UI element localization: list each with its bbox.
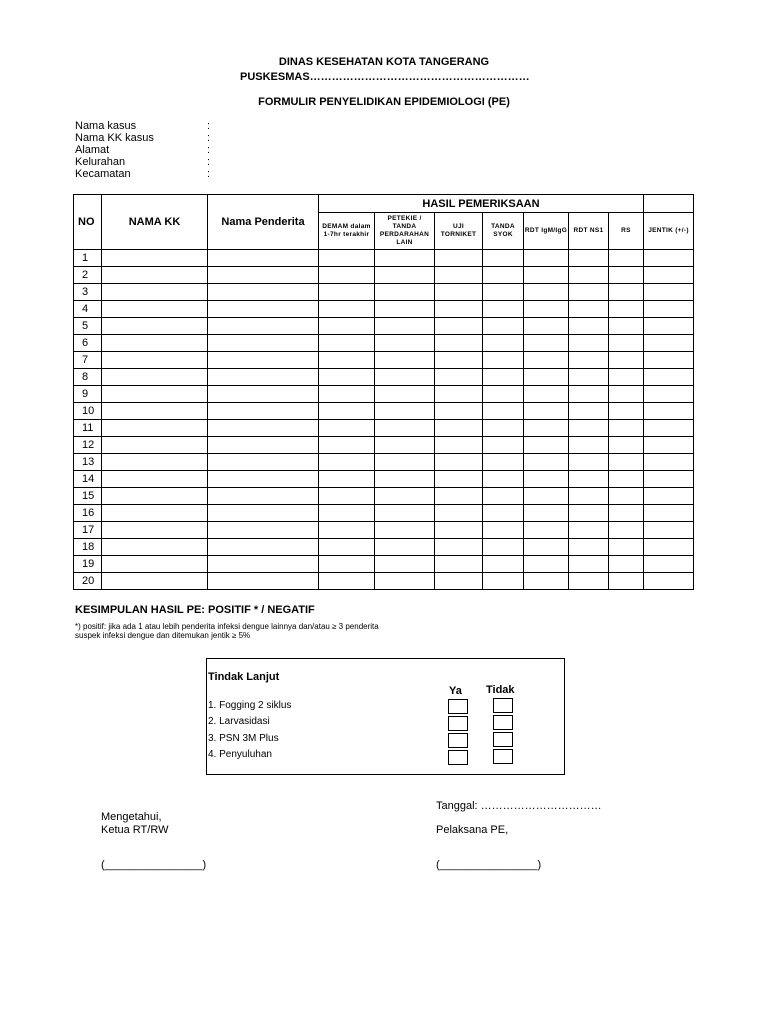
col-header-uji-torniket: UJI TORNIKET <box>435 213 483 250</box>
table-cell[interactable] <box>644 369 694 386</box>
table-cell[interactable] <box>375 573 435 590</box>
table-cell[interactable] <box>102 454 208 471</box>
table-cell[interactable] <box>208 403 319 420</box>
table-row <box>74 386 694 403</box>
table-row <box>74 420 694 437</box>
table-cell[interactable] <box>569 335 609 352</box>
table-cell[interactable] <box>569 437 609 454</box>
table-cell[interactable] <box>524 267 569 284</box>
table-cell[interactable] <box>524 301 569 318</box>
table-row <box>74 403 694 420</box>
table-cell[interactable] <box>609 318 644 335</box>
row-number: 15 <box>74 488 102 505</box>
table-cell[interactable] <box>609 284 644 301</box>
info-colon: : <box>207 168 211 180</box>
table-cell[interactable] <box>319 556 375 573</box>
table-cell[interactable] <box>524 250 569 267</box>
row-number: 4 <box>74 301 102 318</box>
table-cell[interactable] <box>483 471 524 488</box>
table-cell[interactable] <box>644 488 694 505</box>
table-cell[interactable] <box>319 505 375 522</box>
table-cell[interactable] <box>644 301 694 318</box>
col-header-demam: DEMAM dalam 1-7hr terakhir <box>319 213 375 250</box>
table-row <box>74 522 694 539</box>
table-cell[interactable] <box>609 369 644 386</box>
table-row <box>74 352 694 369</box>
table-cell[interactable] <box>102 437 208 454</box>
table-cell[interactable] <box>319 522 375 539</box>
table-cell[interactable] <box>435 454 483 471</box>
row-number: 8 <box>74 369 102 386</box>
table-cell[interactable] <box>483 267 524 284</box>
tindak-lanjut-item-fogging: 1. Fogging 2 siklus <box>208 700 292 711</box>
table-cell[interactable] <box>435 556 483 573</box>
table-cell[interactable] <box>208 488 319 505</box>
row-number: 14 <box>74 471 102 488</box>
table-cell[interactable] <box>102 488 208 505</box>
table-cell[interactable] <box>208 352 319 369</box>
table-cell[interactable] <box>483 454 524 471</box>
table-cell[interactable] <box>609 420 644 437</box>
row-number: 7 <box>74 352 102 369</box>
table-cell[interactable] <box>483 403 524 420</box>
table-cell[interactable] <box>208 539 319 556</box>
table-cell[interactable] <box>483 573 524 590</box>
checkbox-penyuluhan-tidak[interactable] <box>493 749 513 764</box>
table-cell[interactable] <box>524 386 569 403</box>
table-cell[interactable] <box>483 335 524 352</box>
table-cell[interactable] <box>208 454 319 471</box>
table-cell[interactable] <box>435 318 483 335</box>
table-cell[interactable] <box>319 284 375 301</box>
sig-right-blank: (________________) <box>436 859 542 871</box>
table-row <box>74 267 694 284</box>
table-cell[interactable] <box>644 522 694 539</box>
table-cell[interactable] <box>435 573 483 590</box>
table-cell[interactable] <box>435 284 483 301</box>
table-cell[interactable] <box>102 335 208 352</box>
table-cell[interactable] <box>208 573 319 590</box>
table-cell[interactable] <box>609 267 644 284</box>
table-cell[interactable] <box>524 488 569 505</box>
table-row <box>74 488 694 505</box>
table-cell[interactable] <box>319 352 375 369</box>
table-row <box>74 437 694 454</box>
table-cell[interactable] <box>435 352 483 369</box>
table-cell[interactable] <box>483 318 524 335</box>
tindak-lanjut-item-larvasidasi: 2. Larvasidasi <box>208 716 270 727</box>
table-cell[interactable] <box>319 250 375 267</box>
table-cell[interactable] <box>609 556 644 573</box>
table-cell[interactable] <box>435 505 483 522</box>
table-cell[interactable] <box>319 403 375 420</box>
table-cell[interactable] <box>644 505 694 522</box>
table-cell[interactable] <box>102 471 208 488</box>
col-header-nama-penderita: Nama Penderita <box>208 195 319 250</box>
table-cell[interactable] <box>435 386 483 403</box>
table-cell[interactable] <box>375 284 435 301</box>
table-cell[interactable] <box>524 352 569 369</box>
table-row <box>74 505 694 522</box>
table-cell[interactable] <box>375 403 435 420</box>
table-cell[interactable] <box>208 420 319 437</box>
table-cell[interactable] <box>375 471 435 488</box>
sig-pelaksana-pe: Pelaksana PE, <box>436 824 509 836</box>
info-colon: : <box>207 120 211 132</box>
table-cell[interactable] <box>208 369 319 386</box>
table-cell[interactable] <box>644 403 694 420</box>
table-cell[interactable] <box>102 352 208 369</box>
table-cell[interactable] <box>319 386 375 403</box>
checkbox-fogging-tidak[interactable] <box>493 698 513 713</box>
table-cell[interactable] <box>435 403 483 420</box>
table-cell[interactable] <box>208 522 319 539</box>
col-header-rs: RS <box>609 213 644 250</box>
row-number: 12 <box>74 437 102 454</box>
info-label-kelurahan: Kelurahan <box>75 156 126 168</box>
table-cell[interactable] <box>319 369 375 386</box>
table-row <box>74 454 694 471</box>
table-row <box>74 250 694 267</box>
row-number: 2 <box>74 267 102 284</box>
table-cell[interactable] <box>208 318 319 335</box>
table-cell[interactable] <box>609 386 644 403</box>
table-cell[interactable] <box>569 386 609 403</box>
table-cell[interactable] <box>102 505 208 522</box>
table-cell[interactable] <box>524 318 569 335</box>
sig-ketua-rt-rw: Ketua RT/RW <box>101 824 169 836</box>
table-cell[interactable] <box>524 573 569 590</box>
table-cell[interactable] <box>319 437 375 454</box>
table-cell[interactable] <box>609 335 644 352</box>
table-cell[interactable] <box>102 573 208 590</box>
table-row <box>74 573 694 590</box>
agency-title: DINAS KESEHATAN KOTA TANGERANG <box>278 56 490 68</box>
table-cell[interactable] <box>609 352 644 369</box>
checkbox-larvasidasi-ya[interactable] <box>448 716 468 731</box>
conclusion-title: KESIMPULAN HASIL PE: POSITIF * / NEGATIF <box>75 604 315 616</box>
table-cell[interactable] <box>375 386 435 403</box>
table-row <box>74 471 694 488</box>
table-cell[interactable] <box>524 437 569 454</box>
table-row <box>74 318 694 335</box>
table-cell[interactable] <box>569 420 609 437</box>
row-number: 1 <box>74 250 102 267</box>
table-cell[interactable] <box>569 556 609 573</box>
table-cell[interactable] <box>644 573 694 590</box>
table-row <box>74 369 694 386</box>
info-label-kecamatan: Kecamatan <box>75 168 131 180</box>
table-cell[interactable] <box>569 318 609 335</box>
table-cell[interactable] <box>483 301 524 318</box>
tindak-lanjut-title: Tindak Lanjut <box>208 671 280 683</box>
table-cell[interactable] <box>319 267 375 284</box>
table-cell[interactable] <box>435 539 483 556</box>
sig-tanggal: Tanggal: …………………………… <box>436 800 602 812</box>
table-cell[interactable] <box>319 318 375 335</box>
table-cell[interactable] <box>102 284 208 301</box>
table-cell[interactable] <box>208 335 319 352</box>
row-number: 5 <box>74 318 102 335</box>
table-cell[interactable] <box>102 318 208 335</box>
row-number: 10 <box>74 403 102 420</box>
info-colon: : <box>207 156 211 168</box>
table-cell[interactable] <box>319 573 375 590</box>
table-cell[interactable] <box>375 488 435 505</box>
table-cell[interactable] <box>524 420 569 437</box>
col-header-hasil-pemeriksaan: HASIL PEMERIKSAAN <box>319 195 644 213</box>
table-cell[interactable] <box>208 471 319 488</box>
table-cell[interactable] <box>319 420 375 437</box>
table-cell[interactable] <box>102 539 208 556</box>
col-header-petekie: PETEKIE / TANDA PERDARAHAN LAIN <box>375 213 435 250</box>
table-cell[interactable] <box>102 369 208 386</box>
table-cell[interactable] <box>435 250 483 267</box>
table-cell[interactable] <box>375 335 435 352</box>
table-cell[interactable] <box>435 335 483 352</box>
checkbox-psn-tidak[interactable] <box>493 732 513 747</box>
table-cell[interactable] <box>644 352 694 369</box>
info-label-nama-kasus: Nama kasus <box>75 120 137 132</box>
table-cell[interactable] <box>319 539 375 556</box>
sig-mengetahui: Mengetahui, <box>101 811 162 823</box>
table-cell[interactable] <box>483 420 524 437</box>
table-row <box>74 335 694 352</box>
col-header-tanda-syok: TANDA SYOK <box>483 213 524 250</box>
table-cell[interactable] <box>375 437 435 454</box>
table-cell[interactable] <box>319 488 375 505</box>
col-header-nama-kk: NAMA KK <box>102 195 208 250</box>
table-cell[interactable] <box>644 318 694 335</box>
table-cell[interactable] <box>609 539 644 556</box>
row-number: 13 <box>74 454 102 471</box>
table-row <box>74 539 694 556</box>
table-cell[interactable] <box>524 369 569 386</box>
col-header-no: NO <box>74 195 102 250</box>
table-row <box>74 301 694 318</box>
checkbox-psn-ya[interactable] <box>448 733 468 748</box>
table-cell[interactable] <box>569 301 609 318</box>
table-cell[interactable] <box>569 488 609 505</box>
col-header-rdt-igm-igg: RDT IgM/IgG <box>524 213 569 250</box>
tindak-lanjut-item-penyuluhan: 4. Penyuluhan <box>208 749 272 760</box>
table-cell[interactable] <box>375 454 435 471</box>
table-cell[interactable] <box>644 437 694 454</box>
table-cell[interactable] <box>524 403 569 420</box>
table-cell[interactable] <box>569 250 609 267</box>
sig-left-blank: (________________) <box>101 859 207 871</box>
row-number: 18 <box>74 539 102 556</box>
table-body <box>74 250 694 590</box>
table-cell[interactable] <box>569 403 609 420</box>
pe-table <box>73 194 694 590</box>
table-cell[interactable] <box>609 301 644 318</box>
form-title: FORMULIR PENYELIDIKAN EPIDEMIOLOGI (PE) <box>258 96 510 108</box>
table-cell[interactable] <box>644 471 694 488</box>
table-cell[interactable] <box>609 522 644 539</box>
table-cell[interactable] <box>102 420 208 437</box>
table-cell[interactable] <box>609 403 644 420</box>
table-cell[interactable] <box>483 284 524 301</box>
table-cell[interactable] <box>569 454 609 471</box>
table-cell[interactable] <box>569 369 609 386</box>
table-cell[interactable] <box>609 454 644 471</box>
table-cell[interactable] <box>609 488 644 505</box>
tindak-lanjut-item-psn: 3. PSN 3M Plus <box>208 733 279 744</box>
table-cell[interactable] <box>208 267 319 284</box>
table-cell[interactable] <box>375 539 435 556</box>
table-cell[interactable] <box>435 420 483 437</box>
row-number: 6 <box>74 335 102 352</box>
table-cell[interactable] <box>375 556 435 573</box>
table-cell[interactable] <box>375 352 435 369</box>
table-cell[interactable] <box>483 539 524 556</box>
conclusion-note-line2: suspek infeksi dengue dan ditemukan jentik ≥ 5% <box>75 631 251 640</box>
tindak-lanjut-ya-header: Ya <box>449 685 462 697</box>
table-row <box>74 556 694 573</box>
table-cell[interactable] <box>375 318 435 335</box>
table-cell[interactable] <box>524 539 569 556</box>
info-colon: : <box>207 144 211 156</box>
table-cell[interactable] <box>609 471 644 488</box>
table-cell[interactable] <box>435 437 483 454</box>
table-cell[interactable] <box>375 522 435 539</box>
conclusion-note-line1: *) positif: jika ada 1 atau lebih penderita infeksi dengue lainnya dan/atau ≥ 3 penderita <box>75 622 379 631</box>
row-number: 3 <box>74 284 102 301</box>
table-cell[interactable] <box>102 556 208 573</box>
table-cell[interactable] <box>483 386 524 403</box>
table-cell[interactable] <box>208 301 319 318</box>
table-cell[interactable] <box>435 488 483 505</box>
table-cell[interactable] <box>524 556 569 573</box>
table-cell[interactable] <box>483 352 524 369</box>
table-cell[interactable] <box>319 454 375 471</box>
puskesmas-line: PUSKESMAS…………………………………………………… <box>240 71 530 83</box>
table-cell[interactable] <box>483 369 524 386</box>
table-cell[interactable] <box>102 522 208 539</box>
table-cell[interactable] <box>319 335 375 352</box>
table-cell[interactable] <box>644 539 694 556</box>
table-cell[interactable] <box>102 267 208 284</box>
table-cell[interactable] <box>609 437 644 454</box>
table-cell[interactable] <box>375 267 435 284</box>
row-number: 16 <box>74 505 102 522</box>
table-cell[interactable] <box>569 284 609 301</box>
table-cell[interactable] <box>609 250 644 267</box>
table-cell[interactable] <box>435 369 483 386</box>
table-cell[interactable] <box>435 522 483 539</box>
table-cell[interactable] <box>644 386 694 403</box>
checkbox-fogging-ya[interactable] <box>448 699 468 714</box>
table-cell[interactable] <box>375 505 435 522</box>
table-cell[interactable] <box>569 267 609 284</box>
table-cell[interactable] <box>102 301 208 318</box>
table-cell[interactable] <box>569 471 609 488</box>
table-cell[interactable] <box>644 454 694 471</box>
conclusion-note <box>75 622 379 640</box>
table-cell[interactable] <box>524 284 569 301</box>
table-cell[interactable] <box>483 505 524 522</box>
table-cell[interactable] <box>524 505 569 522</box>
table-cell[interactable] <box>208 505 319 522</box>
table-cell[interactable] <box>569 573 609 590</box>
table-cell[interactable] <box>609 505 644 522</box>
table-cell[interactable] <box>102 403 208 420</box>
table-cell[interactable] <box>375 250 435 267</box>
info-label-nama-kk-kasus: Nama KK kasus <box>75 132 154 144</box>
table-cell[interactable] <box>435 301 483 318</box>
table-cell[interactable] <box>483 437 524 454</box>
row-number: 20 <box>74 573 102 590</box>
table-cell[interactable] <box>435 267 483 284</box>
table-cell[interactable] <box>644 420 694 437</box>
row-number: 19 <box>74 556 102 573</box>
table-cell[interactable] <box>208 386 319 403</box>
tindak-lanjut-tidak-header: Tidak <box>486 684 515 696</box>
table-cell[interactable] <box>569 352 609 369</box>
table-cell[interactable] <box>208 284 319 301</box>
info-label-alamat: Alamat <box>75 144 110 156</box>
row-number: 17 <box>74 522 102 539</box>
table-cell[interactable] <box>524 454 569 471</box>
table-cell[interactable] <box>319 301 375 318</box>
table-cell[interactable] <box>102 386 208 403</box>
checkbox-larvasidasi-tidak[interactable] <box>493 715 513 730</box>
table-cell[interactable] <box>569 505 609 522</box>
table-cell[interactable] <box>319 471 375 488</box>
info-colon: : <box>207 132 211 144</box>
table-cell[interactable] <box>375 301 435 318</box>
table-cell[interactable] <box>483 250 524 267</box>
table-cell[interactable] <box>208 556 319 573</box>
table-cell[interactable] <box>644 556 694 573</box>
col-header-blank <box>644 195 694 213</box>
table-cell[interactable] <box>483 488 524 505</box>
table-cell[interactable] <box>208 250 319 267</box>
table-cell[interactable] <box>644 267 694 284</box>
col-header-rdt-ns1: RDT NS1 <box>569 213 609 250</box>
table-cell[interactable] <box>609 573 644 590</box>
table-cell[interactable] <box>569 522 609 539</box>
row-number: 9 <box>74 386 102 403</box>
table-cell[interactable] <box>483 556 524 573</box>
table-cell[interactable] <box>375 369 435 386</box>
table-cell[interactable] <box>375 420 435 437</box>
table-cell[interactable] <box>569 539 609 556</box>
table-cell[interactable] <box>524 471 569 488</box>
table-cell[interactable] <box>524 335 569 352</box>
table-cell[interactable] <box>644 250 694 267</box>
checkbox-penyuluhan-ya[interactable] <box>448 750 468 765</box>
table-cell[interactable] <box>435 471 483 488</box>
table-cell[interactable] <box>483 522 524 539</box>
table-cell[interactable] <box>644 335 694 352</box>
table-cell[interactable] <box>524 522 569 539</box>
table-cell[interactable] <box>208 437 319 454</box>
table-row <box>74 284 694 301</box>
row-number: 11 <box>74 420 102 437</box>
col-header-jentik: JENTIK (+/-) <box>644 213 694 250</box>
table-cell[interactable] <box>644 284 694 301</box>
table-cell[interactable] <box>102 250 208 267</box>
